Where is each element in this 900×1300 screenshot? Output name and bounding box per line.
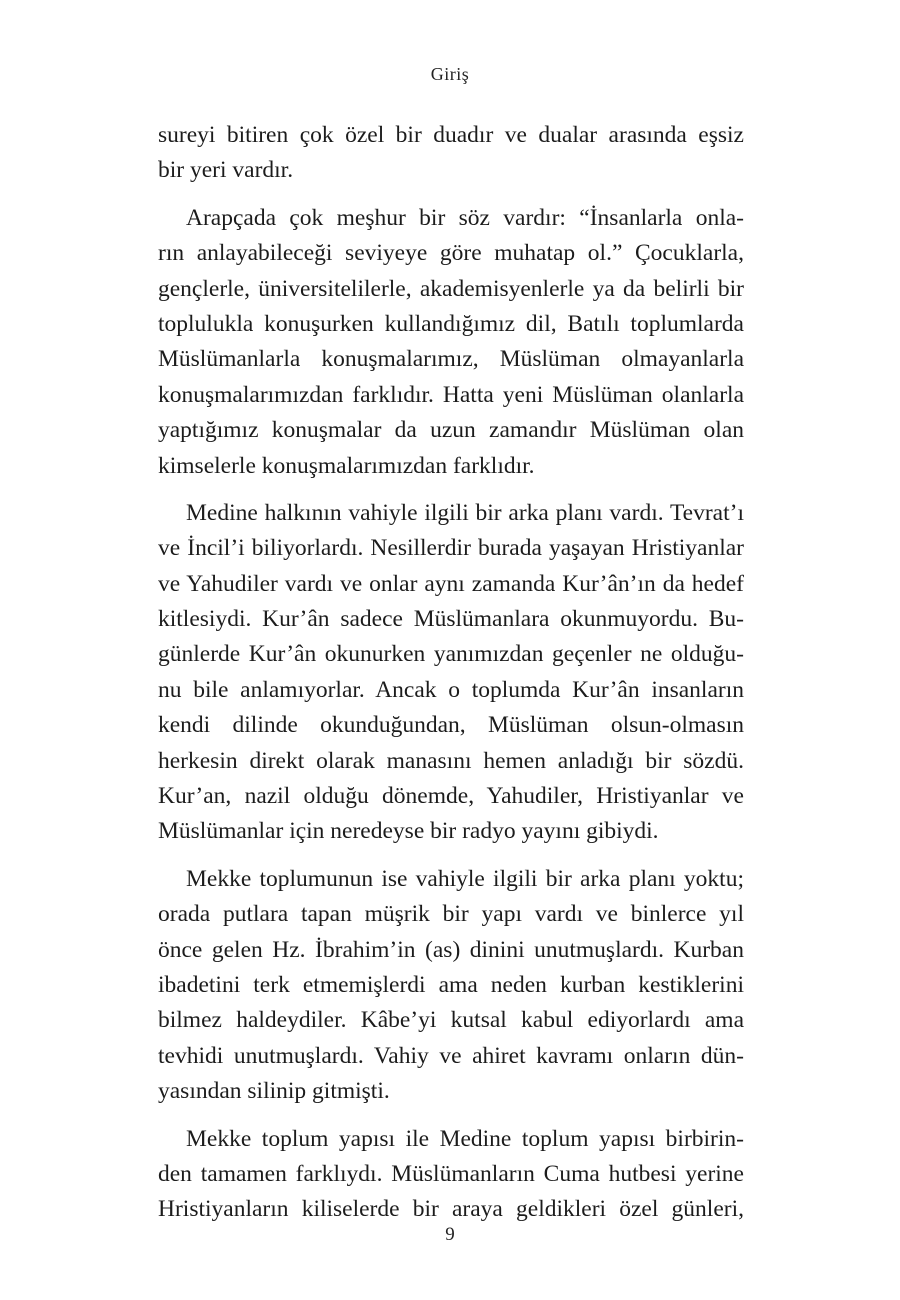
text-line: tevhidi unutmuşlardı. Vahiy ve ahiret kavramı onların dün-: [158, 1042, 744, 1069]
text-line: bir yeri vardır.: [158, 157, 294, 184]
paragraph: [158, 201, 744, 484]
running-head: Giriş: [430, 64, 470, 84]
text-line: kimselerle konuşmalarımızdan farklıdır.: [158, 452, 535, 479]
page-number: 9: [445, 1224, 455, 1245]
text-line: Müslümanlar için neredeyse bir radyo yayını gibiydi.: [158, 818, 659, 845]
text-line: toplulukla konuşurken kullandığımız dil, Batılı toplumlarda: [158, 310, 744, 337]
text-line: konuşmalarımızdan farklıdır. Hatta yeni Müslüman olanlarla: [158, 381, 744, 408]
text-line: den tamamen farklıydı. Müslümanların Cuma hutbesi yerine: [158, 1160, 744, 1187]
text-line: bilmez haldeydiler. Kâbe’yi kutsal kabul ediyorlardı ama: [158, 1007, 744, 1034]
text-line: Mekke toplumunun ise vahiyle ilgili bir arka planı yoktu;: [186, 865, 744, 892]
text-line: gençlerle, üniversitelilerle, akademisyenlerle ya da belirli bir: [158, 275, 744, 302]
text-line: Arapçada çok meşhur bir söz vardır: “İnsanlarla onla-: [186, 204, 744, 231]
text-line: kitlesiydi. Kur’ân sadece Müslümanlara okunmuyordu. Bu-: [158, 606, 744, 633]
text-line: Mekke toplum yapısı ile Medine toplum yapısı birbirin-: [186, 1125, 744, 1152]
paragraph: [158, 496, 744, 850]
text-line: Medine halkının vahiyle ilgili bir arka planı vardı. Tevrat’ı: [186, 499, 744, 526]
text-line: sureyi bitiren çok özel bir duadır ve dualar arasında eşsiz: [158, 122, 744, 148]
paragraph: [158, 1122, 744, 1228]
text-line: herkesin direkt olarak manasını hemen anladığı bir sözdü.: [158, 747, 744, 774]
body-text: [158, 118, 744, 1228]
text-line: Kur’an, nazil olduğu dönemde, Yahudiler, Hristiyanlar ve: [158, 783, 744, 810]
text-line: kendi dilinde okunduğundan, Müslüman olsun-olmasın: [158, 712, 744, 739]
text-line: günlerde Kur’ân okunurken yanımızdan geçenler ne olduğu-: [158, 641, 744, 668]
paragraph: [158, 118, 744, 189]
text-line: orada putlara tapan müşrik bir yapı vardı ve binlerce yıl: [158, 901, 744, 928]
text-line: ibadetini terk etmemişlerdi ama neden kurban kestiklerini: [158, 971, 744, 998]
text-line: Hristiyanların kiliselerde bir araya geldikleri özel günleri,: [158, 1196, 744, 1223]
text-line: yasından silinip gitmişti.: [158, 1078, 390, 1105]
text-line: ve İncil’i biliyorlardı. Nesillerdir burada yaşayan Hristiyanlar: [158, 535, 744, 562]
text-line: önce gelen Hz. İbrahim’in (as) dinini unutmuşlardı. Kurban: [158, 936, 744, 963]
text-line: ve Yahudiler vardı ve onlar aynı zamanda Kur’ân’ın da hedef: [158, 570, 744, 597]
text-line: yaptığımız konuşmalar da uzun zamandır Müslüman olan: [158, 417, 744, 444]
text-line: Müslümanlarla konuşmalarımız, Müslüman olmayanlarla: [158, 346, 744, 373]
paragraph: [158, 862, 744, 1110]
text-line: rın anlayabileceği seviyeye göre muhatap ol.” Çocuklarla,: [158, 240, 744, 267]
text-line: nu bile anlamıyorlar. Ancak o toplumda Kur’ân insanların: [158, 676, 744, 703]
